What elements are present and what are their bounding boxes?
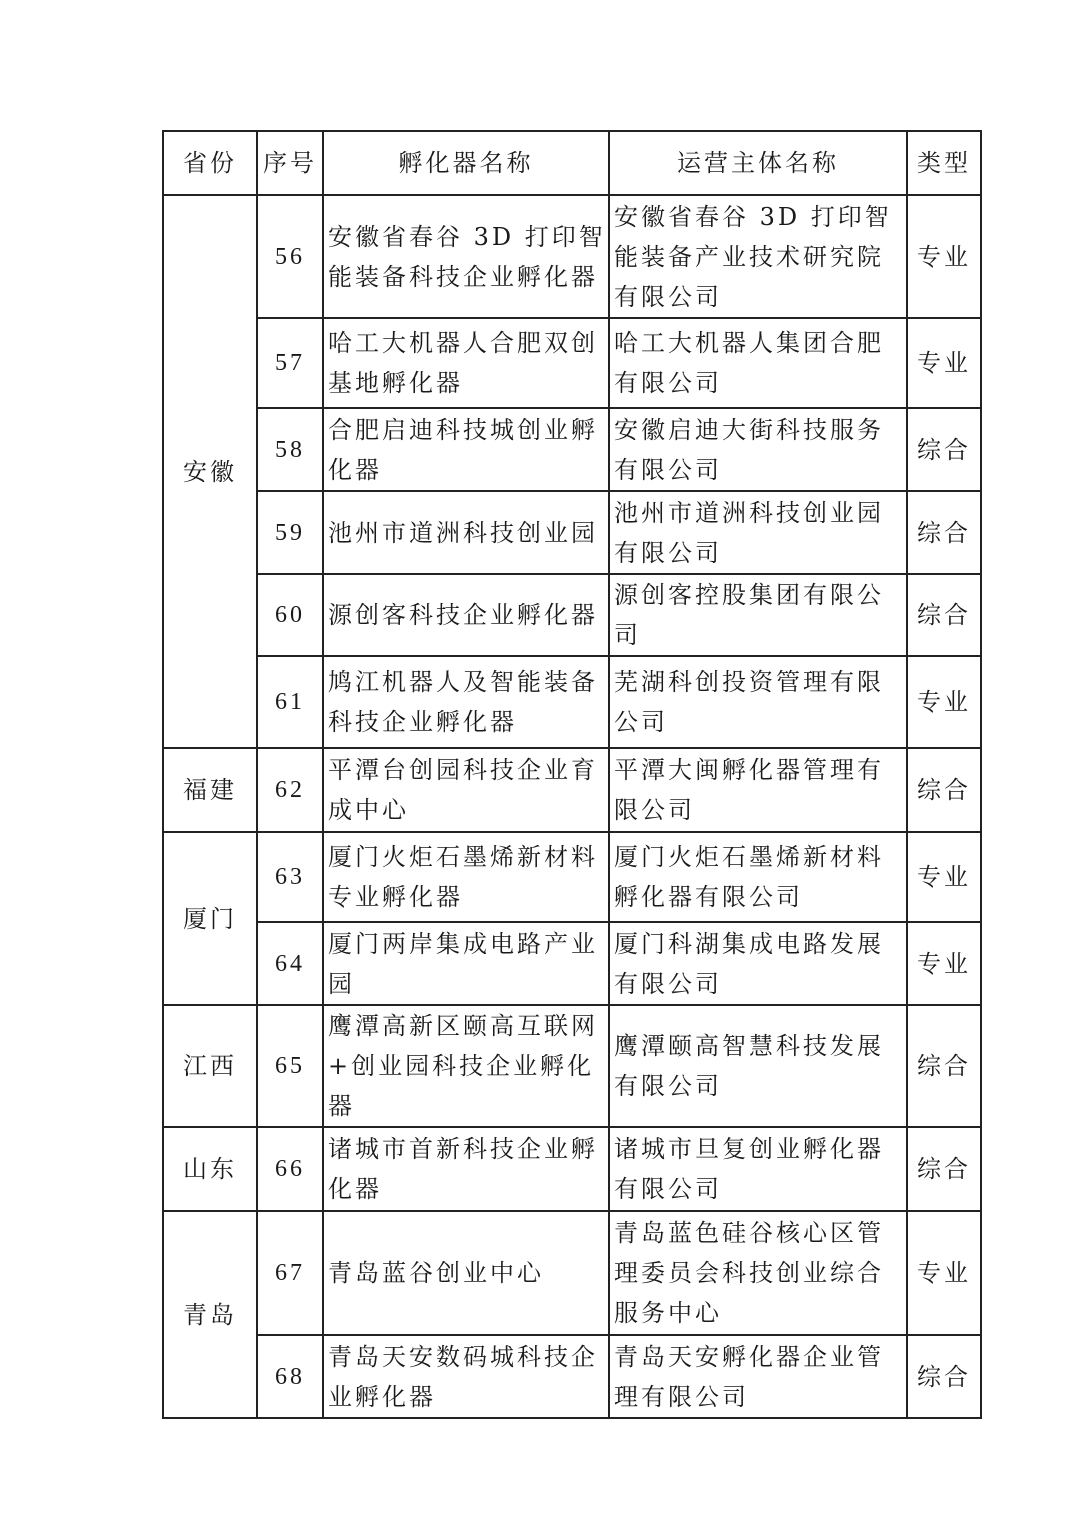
- operator-name-cell: 池州市道洲科技创业园有限公司: [609, 491, 907, 574]
- header-incubator: 孵化器名称: [323, 131, 609, 195]
- province-cell: 青岛: [163, 1211, 257, 1418]
- type-cell: 综合: [907, 1335, 981, 1418]
- number-cell: 68: [257, 1335, 323, 1418]
- province-cell: 江西: [163, 1005, 257, 1127]
- type-cell: 综合: [907, 1127, 981, 1211]
- incubator-table: [162, 130, 982, 1419]
- operator-name-cell: 安徽启迪大街科技服务有限公司: [609, 408, 907, 491]
- header-row: [163, 131, 981, 195]
- type-cell: 专业: [907, 195, 981, 318]
- type-cell: 专业: [907, 656, 981, 748]
- operator-name-cell: 诸城市旦复创业孵化器有限公司: [609, 1127, 907, 1211]
- number-cell: 67: [257, 1211, 323, 1335]
- incubator-name-cell: 池州市道洲科技创业园: [323, 491, 609, 574]
- table-row: [163, 408, 981, 491]
- number-cell: 56: [257, 195, 323, 318]
- header-operator: 运营主体名称: [609, 131, 907, 195]
- incubator-name-cell: 鹰潭高新区颐高互联网+创业园科技企业孵化器: [323, 1005, 609, 1127]
- operator-name-cell: 源创客控股集团有限公司: [609, 574, 907, 656]
- number-cell: 60: [257, 574, 323, 656]
- operator-name-cell: 青岛蓝色硅谷核心区管理委员会科技创业综合服务中心: [609, 1211, 907, 1335]
- table-row: [163, 656, 981, 748]
- table-row: [163, 318, 981, 408]
- province-cell: 山东: [163, 1127, 257, 1211]
- operator-name-cell: 青岛天安孵化器企业管理有限公司: [609, 1335, 907, 1418]
- incubator-name-cell: 厦门两岸集成电路产业园: [323, 922, 609, 1005]
- incubator-name-cell: 哈工大机器人合肥双创基地孵化器: [323, 318, 609, 408]
- number-cell: 61: [257, 656, 323, 748]
- incubator-name-cell: 合肥启迪科技城创业孵化器: [323, 408, 609, 491]
- header-number: 序号: [257, 131, 323, 195]
- number-cell: 57: [257, 318, 323, 408]
- type-cell: 综合: [907, 1005, 981, 1127]
- operator-name-cell: 平潭大闽孵化器管理有限公司: [609, 748, 907, 832]
- incubator-name-cell: 平潭台创园科技企业育成中心: [323, 748, 609, 832]
- incubator-name-cell: 安徽省春谷 3D 打印智能装备科技企业孵化器: [323, 195, 609, 318]
- operator-name-cell: 安徽省春谷 3D 打印智能装备产业技术研究院有限公司: [609, 195, 907, 318]
- number-cell: 66: [257, 1127, 323, 1211]
- incubator-name-cell: 鸠江机器人及智能装备科技企业孵化器: [323, 656, 609, 748]
- table-row: [163, 1127, 981, 1211]
- incubator-name-cell: 青岛天安数码城科技企业孵化器: [323, 1335, 609, 1418]
- number-cell: 59: [257, 491, 323, 574]
- type-cell: 综合: [907, 491, 981, 574]
- number-cell: 63: [257, 832, 323, 922]
- incubator-name-cell: 厦门火炬石墨烯新材料专业孵化器: [323, 832, 609, 922]
- type-cell: 专业: [907, 1211, 981, 1335]
- operator-name-cell: 哈工大机器人集团合肥有限公司: [609, 318, 907, 408]
- table-row: [163, 748, 981, 832]
- type-cell: 专业: [907, 922, 981, 1005]
- operator-name-cell: 芜湖科创投资管理有限公司: [609, 656, 907, 748]
- incubator-name-cell: 诸城市首新科技企业孵化器: [323, 1127, 609, 1211]
- operator-name-cell: 厦门火炬石墨烯新材料孵化器有限公司: [609, 832, 907, 922]
- number-cell: 58: [257, 408, 323, 491]
- incubator-name-cell: 青岛蓝谷创业中心: [323, 1211, 609, 1335]
- incubator-name-cell: 源创客科技企业孵化器: [323, 574, 609, 656]
- number-cell: 62: [257, 748, 323, 832]
- province-cell: 安徽: [163, 195, 257, 748]
- table-row: [163, 832, 981, 922]
- type-cell: 综合: [907, 574, 981, 656]
- province-cell: 福建: [163, 748, 257, 832]
- header-province: 省份: [163, 131, 257, 195]
- table-row: [163, 1211, 981, 1335]
- operator-name-cell: 鹰潭颐高智慧科技发展有限公司: [609, 1005, 907, 1127]
- table-row: [163, 491, 981, 574]
- type-cell: 综合: [907, 748, 981, 832]
- number-cell: 64: [257, 922, 323, 1005]
- type-cell: 综合: [907, 408, 981, 491]
- table-row: [163, 1005, 981, 1127]
- type-cell: 专业: [907, 318, 981, 408]
- number-cell: 65: [257, 1005, 323, 1127]
- table-row: [163, 1335, 981, 1418]
- table-row: [163, 195, 981, 318]
- operator-name-cell: 厦门科湖集成电路发展有限公司: [609, 922, 907, 1005]
- table-row: [163, 574, 981, 656]
- type-cell: 专业: [907, 832, 981, 922]
- table-row: [163, 922, 981, 1005]
- header-type: 类型: [907, 131, 981, 195]
- province-cell: 厦门: [163, 832, 257, 1005]
